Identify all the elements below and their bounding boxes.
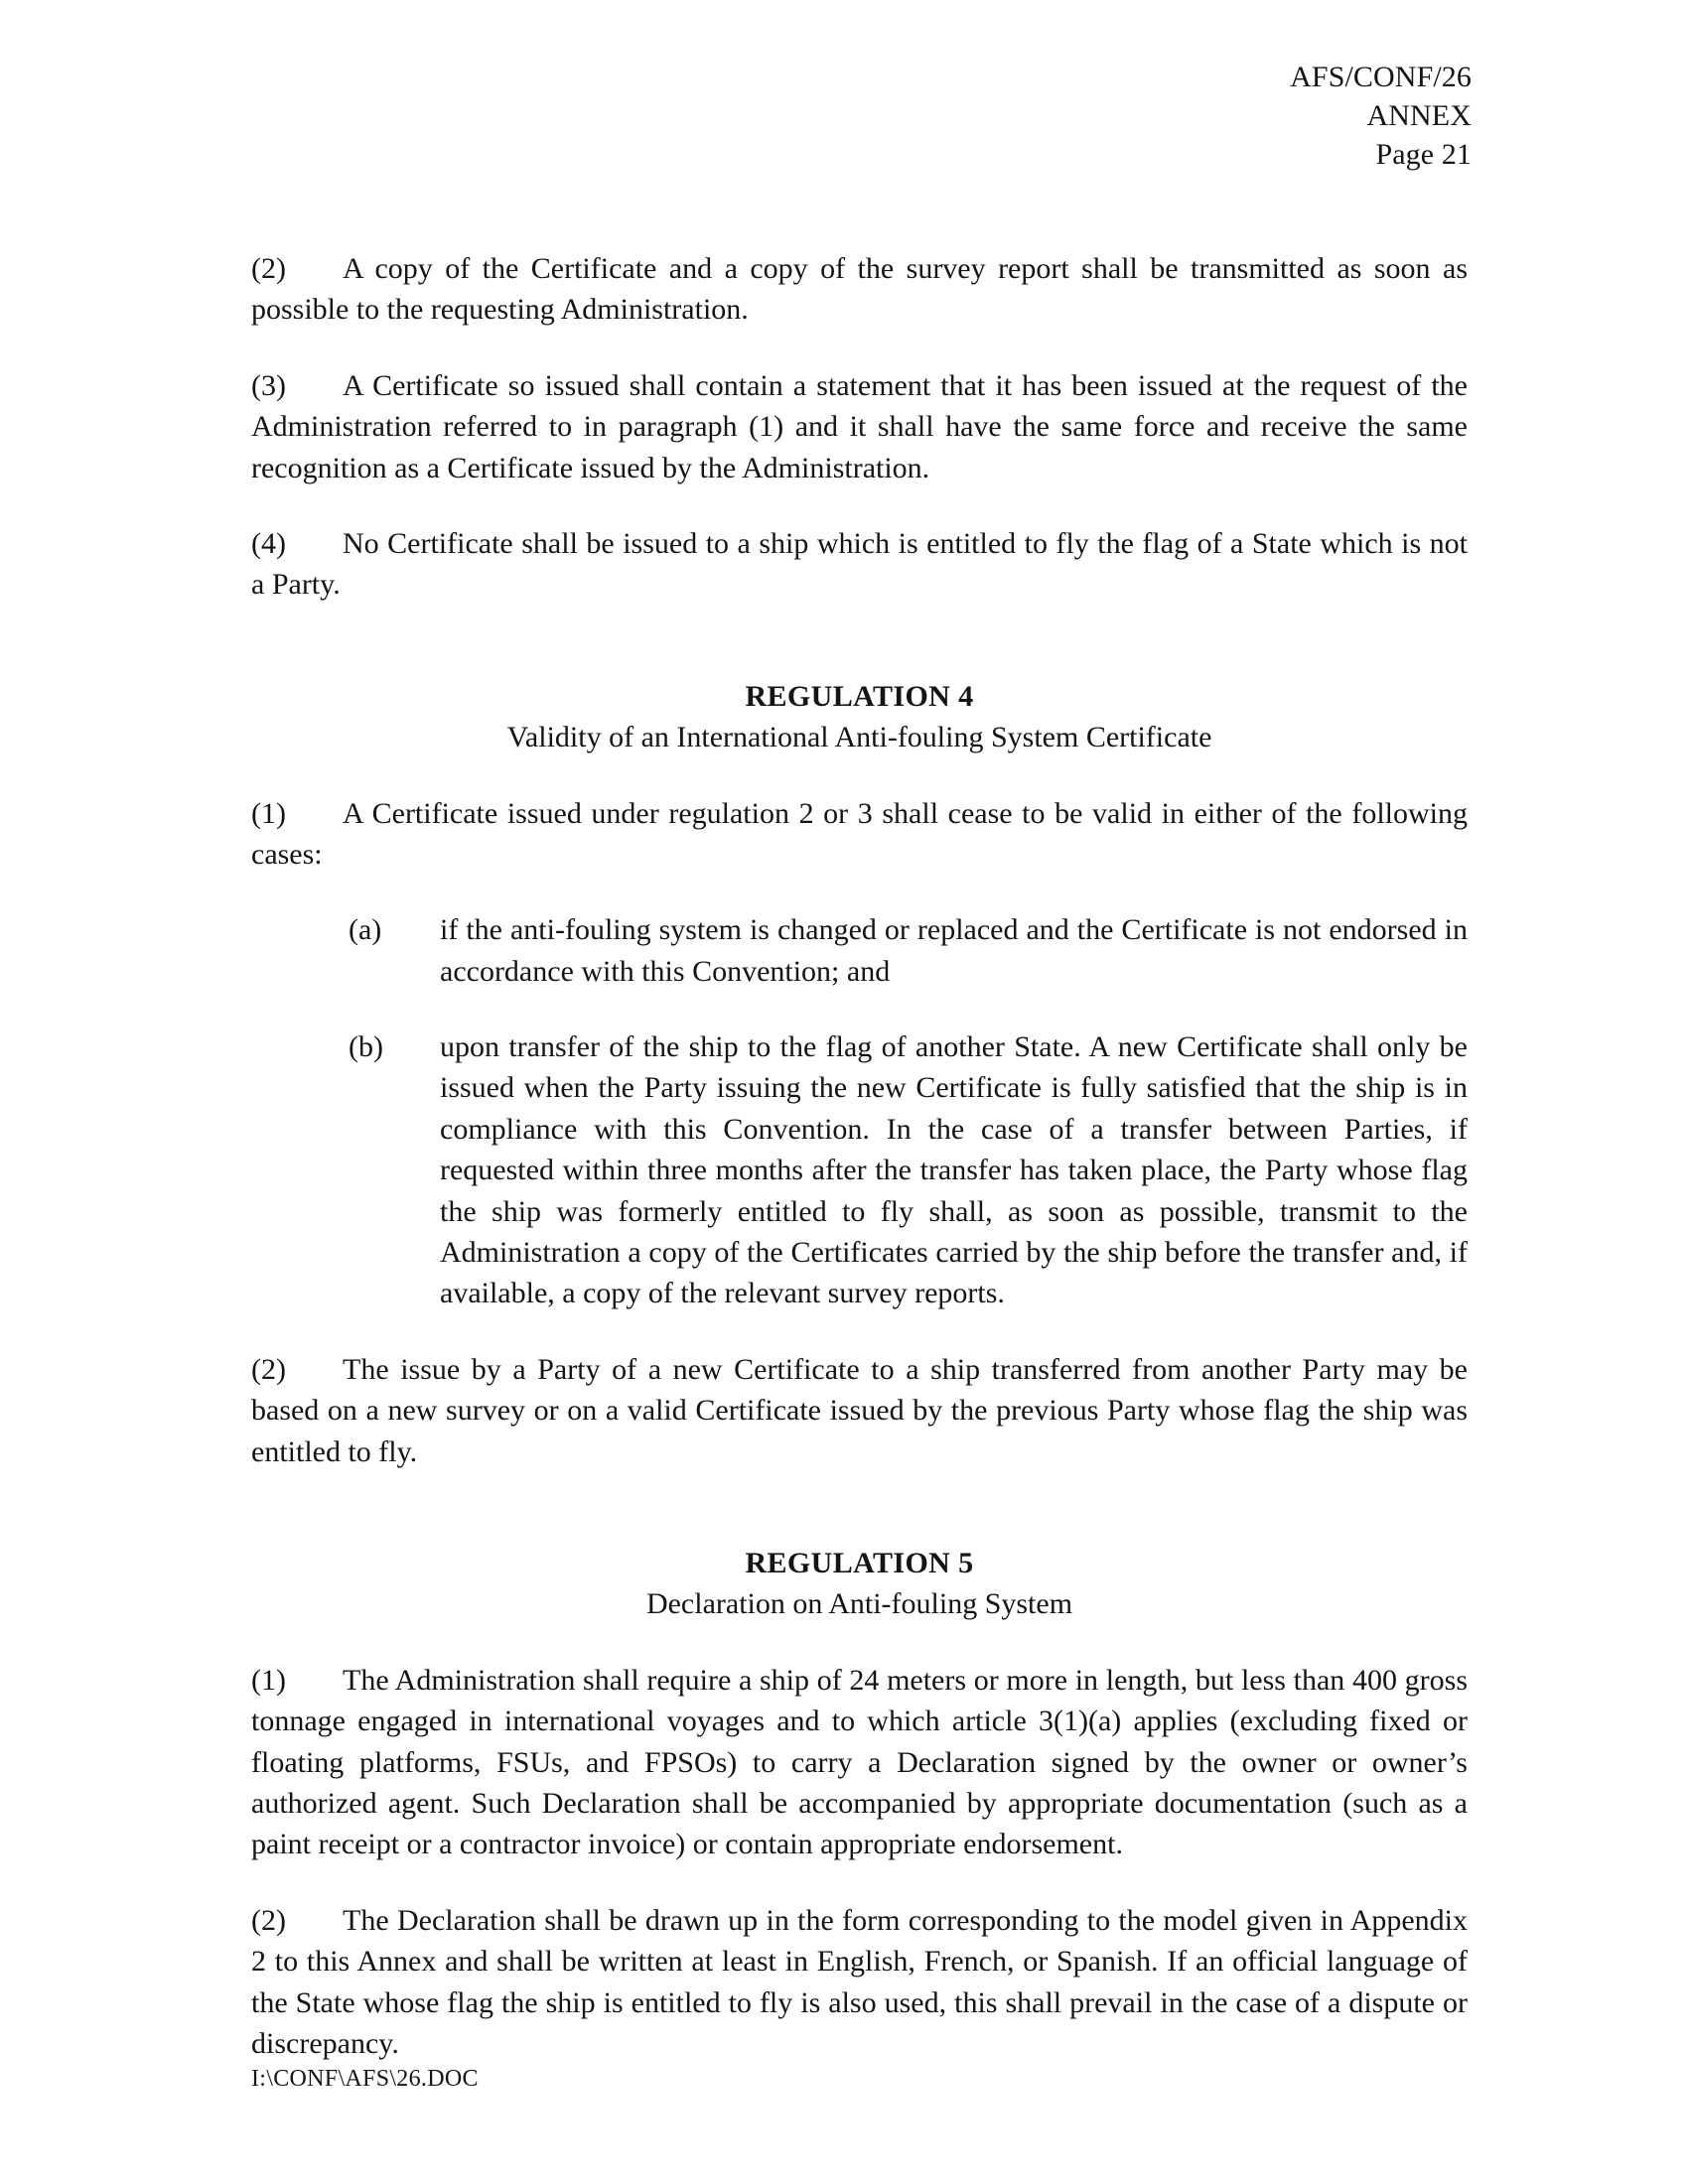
regulation-5-paragraph-1-text: The Administration shall require a ship of 24 meters or more in length, but less than 400 gross tonnage engaged in international voyages and to which article 3(1)(a) applies (excluding fixed or floating platforms, FSUs, and FPSOs) to carry a Declaration signed by the owner or owner’s authorized agent. Such Declaration shall be accompanied by appropriate documentation (such as a paint receipt or a contractor invoice) or contain appropriate endorsement. <box>251 1663 1468 1861</box>
paragraph-3-number: (3) <box>251 368 286 402</box>
paragraph-4-number: (4) <box>251 526 286 560</box>
regulation-5-paragraph-1 <box>251 1660 1468 1865</box>
paragraph-2-number: (2) <box>251 252 286 285</box>
page-number-label: Page 21 <box>1375 138 1472 171</box>
regulation-4-paragraph-1-text: A Certificate issued under regulation 2 or 3 shall cease to be valid in either of the following cases: <box>251 796 1468 871</box>
regulation-4-paragraph-1-number: (1) <box>251 796 286 830</box>
regulation-4-item-a-letter: (a) <box>349 913 382 947</box>
regulation-4-item-a <box>251 909 1468 992</box>
regulation-4-item-a-text: if the anti-fouling system is changed or replaced and the Certificate is not endorsed in accordance with this Convention; and <box>440 913 1468 988</box>
regulation-4-paragraph-2-number: (2) <box>251 1352 286 1386</box>
regulation-4-subtitle: Validity of an International Anti-fouling System Certificate <box>506 721 1212 754</box>
regulation-5-paragraph-2-number: (2) <box>251 1903 286 1937</box>
regulation-4-item-b-text: upon transfer of the ship to the flag of another State. A new Certificate shall only be issued when the Party issuing the new Certificate is fully satisfied that the ship is in compliance with this Convention. In the case of a transfer between Parties, if requested within three months after the transfer has taken place, the Party whose flag the ship was formerly entitled to fly shall, as soon as possible, transmit to the Administration a copy of the Certificates carried by the ship before the transfer and, if available, a copy of the relevant survey reports. <box>440 1030 1468 1310</box>
spacer <box>251 1507 1468 1543</box>
regulation-5-paragraph-2-text: The Declaration shall be drawn up in the form corresponding to the model given in Appendix 2 to this Annex and shall be written at least in English, French, or Spanish. If an official language of the State whose flag the ship is entitled to fly is also used, this shall prevail in the case of a dispute or discrepancy. <box>251 1903 1468 2060</box>
regulation-5-paragraph-1-number: (1) <box>251 1663 286 1697</box>
document-footer-path: I:\CONF\AFS\26.DOC <box>251 2065 479 2092</box>
regulation-5-subtitle: Declaration on Anti-fouling System <box>645 1587 1073 1621</box>
document-section-label: ANNEX <box>1366 99 1472 132</box>
regulation-5-heading <box>251 1543 1468 1625</box>
paragraph-3 <box>251 365 1468 488</box>
paragraph-2 <box>251 248 1468 331</box>
regulation-4-paragraph-2-text: The issue by a Party of a new Certificate to a ship transferred from another Party may be based on a new survey or on a valid Certificate issued by the previous Party whose flag the ship was entitled to fly. <box>251 1352 1468 1468</box>
regulation-4-item-b-letter: (b) <box>349 1030 383 1064</box>
regulation-4-paragraph-1 <box>251 793 1468 876</box>
document-symbol: AFS/CONF/26 <box>1290 61 1472 93</box>
document-header <box>1290 58 1472 174</box>
paragraph-2-text: A copy of the Certificate and a copy of the survey report shall be transmitted as soon as possible to the requesting Administration. <box>251 252 1468 327</box>
regulation-5-title: REGULATION 5 <box>745 1546 974 1579</box>
regulation-4-heading <box>251 676 1468 758</box>
regulation-5-paragraph-2 <box>251 1900 1468 2065</box>
paragraph-4 <box>251 523 1468 606</box>
paragraph-3-text: A Certificate so issued shall contain a statement that it has been issued at the request of the Administration referred to in paragraph (1) and it shall have the same force and receive the same recognition as a Certificate issued by the Administration. <box>251 368 1468 484</box>
regulation-4-title: REGULATION 4 <box>745 679 974 713</box>
document-body <box>251 248 1468 2064</box>
spacer <box>251 640 1468 676</box>
paragraph-4-text: No Certificate shall be issued to a ship which is entitled to fly the flag of a State which is not a Party. <box>251 526 1468 602</box>
regulation-4-paragraph-2 <box>251 1349 1468 1472</box>
regulation-4-item-b <box>251 1026 1468 1314</box>
